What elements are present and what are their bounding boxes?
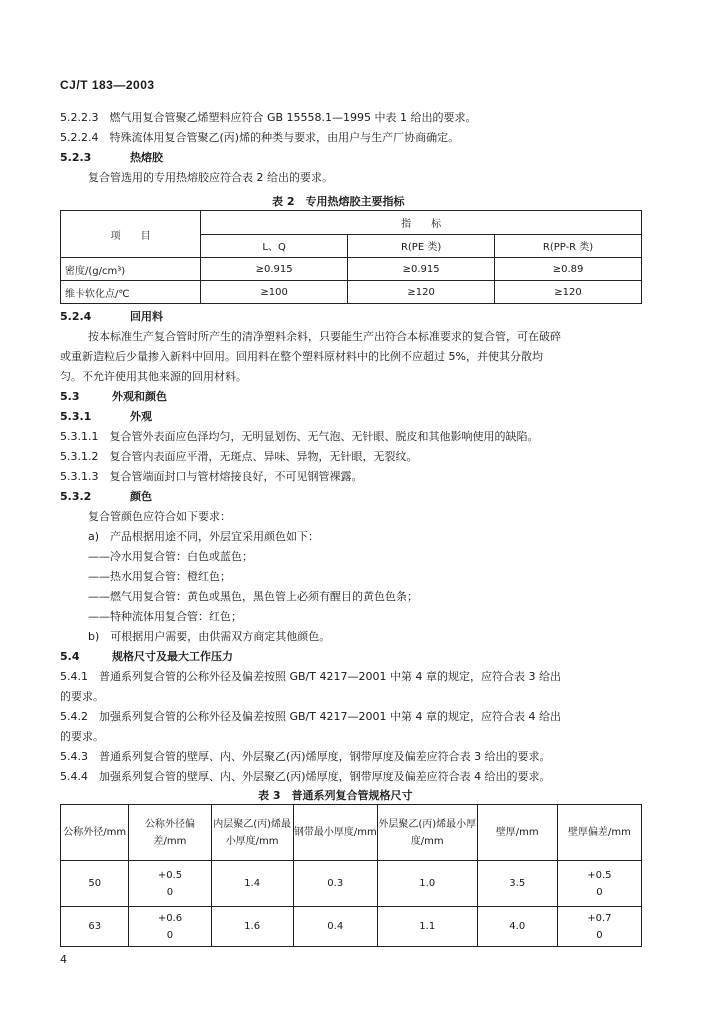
clause-title: 热熔胶	[130, 151, 163, 164]
table-header-cell: 壁厚偏差/mm	[557, 805, 641, 861]
table-cell: 1.4	[211, 861, 293, 907]
table-cell	[557, 861, 641, 907]
table-2-caption: 表 2 专用热熔胶主要指标	[272, 195, 405, 208]
standard-code-header: CJ/T 183—2003	[60, 78, 155, 92]
table-2	[60, 210, 642, 304]
tolerance-plus: +0.7	[587, 912, 612, 924]
clause-5-3-1-heading	[60, 409, 152, 425]
table-row	[61, 258, 642, 281]
table-col-header: R(PP-R 类)	[495, 234, 642, 258]
table-cell	[557, 907, 641, 947]
clause-5-2-3-heading	[60, 150, 163, 166]
table-header-index: 指 标	[201, 211, 642, 235]
table-header-cell: 外层聚乙(丙)烯最小厚度/mm	[377, 805, 477, 861]
clause-5-4-3: 5.4.3 普通系列复合管的壁厚、内、外层聚乙(丙)烯厚度，钢带厚度及偏差应符合表 3 给出的要求。	[60, 750, 551, 763]
tolerance-plus: +0.6	[157, 912, 183, 924]
table-header-cell: 钢带最小厚度/mm	[293, 805, 377, 861]
tolerance-minus: 0	[166, 886, 174, 898]
clause-5-4-4: 5.4.4 加强系列复合管的壁厚、内、外层聚乙(丙)烯厚度，钢带厚度及偏差应符合表 4 给出的要求。	[60, 770, 551, 783]
table-cell: 0.3	[293, 861, 377, 907]
paragraph: 按本标准生产复合管时所产生的清净塑料余料，只要能生产出符合本标准要求的复合管，可在破碎	[88, 330, 561, 343]
paragraph: 复合管选用的专用热熔胶应符合表 2 给出的要求。	[88, 171, 333, 184]
table-col-header: L、Q	[201, 234, 348, 258]
list-item: ——特种流体用复合管：红色；	[88, 610, 242, 623]
list-item: ——冷水用复合管：白色或蓝色；	[88, 550, 253, 563]
table-3-caption: 表 3 普通系列复合管规格尺寸	[258, 789, 413, 802]
clause-title: 规格尺寸及最大工作压力	[112, 650, 233, 663]
table-cell: ≥0.89	[495, 258, 642, 281]
table-cell: 0.4	[293, 907, 377, 947]
table-header-cell: 内层聚乙(丙)烯最小厚度/mm	[211, 805, 293, 861]
paragraph: 匀。不允许使用其他来源的回用材料。	[60, 370, 247, 383]
paragraph: 或重新造粒后少量掺入新料中回用。回用料在整个塑料原材料中的比例不应超过 5%，并使其分散均	[60, 350, 543, 363]
table-cell: ≥100	[201, 281, 348, 304]
table-cell: 维卡软化点/℃	[61, 281, 201, 304]
table-header-cell: 公称外径偏差/mm	[129, 805, 211, 861]
clause-5-4-1: 5.4.1 普通系列复合管的公称外径及偏差按照 GB/T 4217—2001 中第 4 章的规定，应符合表 3 给出	[60, 670, 561, 683]
tolerance-plus: +0.5	[157, 869, 183, 881]
table-cell: 1.0	[377, 861, 477, 907]
paragraph: 的要求。	[60, 730, 104, 743]
table-header-cell: 壁厚/mm	[477, 805, 557, 861]
list-item: ——燃气用复合管：黄色或黑色，黑色管上必须有醒目的黄色色条；	[88, 590, 418, 603]
tolerance-minus: 0	[166, 929, 174, 941]
table-cell: 63	[61, 907, 129, 947]
clause-5-3-1-2: 5.3.1.2 复合管内表面应平滑，无斑点、异味、异物，无针眼，无裂纹。	[60, 450, 418, 463]
table-3	[60, 804, 642, 947]
clause-5-4-heading	[60, 649, 233, 665]
page-number: 4	[60, 953, 67, 966]
clause-number: 5.2.3	[60, 151, 92, 164]
clause-5-2-2-4: 5.2.2.4 特殊流体用复合管聚乙(丙)烯的种类与要求，由用户与生产厂协商确定。	[60, 131, 460, 144]
clause-5-2-4-heading	[60, 309, 163, 325]
tolerance-plus: +0.5	[587, 869, 612, 881]
table-row	[61, 907, 642, 947]
table-cell	[129, 907, 211, 947]
clause-title: 外观	[130, 410, 152, 423]
table-header-cell: 公称外径/mm	[61, 805, 129, 861]
clause-number: 5.3.2	[60, 490, 92, 503]
clause-number: 5.4	[60, 650, 80, 663]
clause-5-3-1-1: 5.3.1.1 复合管外表面应色泽均匀，无明显划伤、无气泡、无针眼、脱皮和其他影响使用的缺陷。	[60, 430, 539, 443]
table-cell: 密度/(g/cm³)	[61, 258, 201, 281]
table-cell: 1.6	[211, 907, 293, 947]
table-cell: ≥0.915	[201, 258, 348, 281]
clause-number: 5.2.4	[60, 310, 92, 323]
table-cell: ≥120	[495, 281, 642, 304]
paragraph: 复合管颜色应符合如下要求：	[88, 510, 231, 523]
clause-5-3-heading	[60, 389, 167, 405]
table-cell: 1.1	[377, 907, 477, 947]
clause-number: 5.3.1	[60, 410, 92, 423]
tolerance-minus: 0	[596, 929, 603, 941]
clause-5-2-2-3: 5.2.2.3 燃气用复合管聚乙烯塑料应符合 GB 15558.1—1995 中表 1 给出的要求。	[60, 111, 477, 124]
table-cell	[129, 861, 211, 907]
table-cell: 4.0	[477, 907, 557, 947]
tolerance-minus: 0	[596, 886, 603, 898]
clause-title: 回用料	[130, 310, 163, 323]
table-row	[61, 281, 642, 304]
list-item: a) 产品根据用途不同，外层宜采用颜色如下：	[88, 530, 320, 543]
table-col-header: R(PE 类)	[348, 234, 495, 258]
table-header-item: 项 目	[61, 211, 201, 258]
table-cell: 50	[61, 861, 129, 907]
paragraph: 的要求。	[60, 690, 104, 703]
table-row	[61, 861, 642, 907]
clause-number: 5.3	[60, 390, 80, 403]
list-item: b) 可根据用户需要，由供需双方商定其他颜色。	[88, 630, 331, 643]
list-item: ——热水用复合管：橙红色；	[88, 570, 231, 583]
table-cell: ≥0.915	[348, 258, 495, 281]
clause-5-3-1-3: 5.3.1.3 复合管端面封口与管材熔接良好，不可见钢管裸露。	[60, 470, 363, 483]
table-cell: 3.5	[477, 861, 557, 907]
clause-5-3-2-heading	[60, 489, 152, 505]
table-cell: ≥120	[348, 281, 495, 304]
clause-title: 颜色	[130, 490, 152, 503]
clause-title: 外观和颜色	[112, 390, 167, 403]
clause-5-4-2: 5.4.2 加强系列复合管的公称外径及偏差按照 GB/T 4217—2001 中第 4 章的规定，应符合表 4 给出	[60, 710, 561, 723]
